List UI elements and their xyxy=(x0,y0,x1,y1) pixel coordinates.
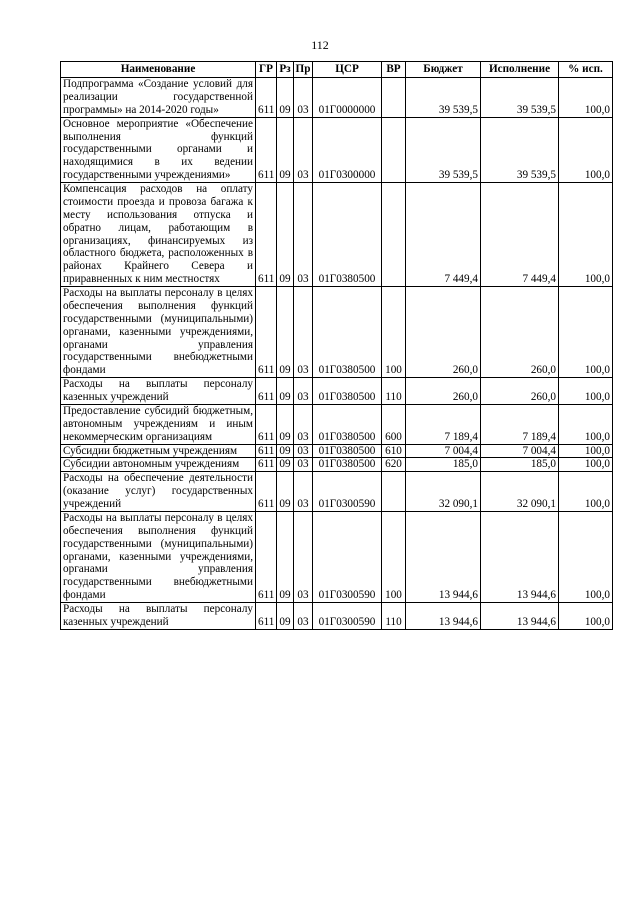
row-gr: 611 xyxy=(256,78,277,118)
row-name: Подпрограмма «Создание условий для реализации государственной программы» на 2014-2020 годы» xyxy=(61,78,256,118)
row-vr: 100 xyxy=(382,511,406,602)
row-execution: 260,0 xyxy=(481,378,559,405)
header-execution: Исполнение xyxy=(481,62,559,78)
row-percent: 100,0 xyxy=(559,458,613,472)
header-rz: Рз xyxy=(277,62,294,78)
row-pr: 03 xyxy=(294,511,313,602)
row-csr: 01Г0380500 xyxy=(313,378,382,405)
row-gr: 611 xyxy=(256,472,277,512)
row-percent: 100,0 xyxy=(559,378,613,405)
row-percent: 100,0 xyxy=(559,603,613,630)
header-pr: Пр xyxy=(294,62,313,78)
row-execution: 185,0 xyxy=(481,458,559,472)
row-execution: 7 449,4 xyxy=(481,183,559,287)
row-budget: 7 189,4 xyxy=(406,404,481,444)
row-csr: 01Г0300590 xyxy=(313,472,382,512)
row-rz: 09 xyxy=(277,472,294,512)
row-vr: 100 xyxy=(382,287,406,378)
row-vr xyxy=(382,78,406,118)
row-pr: 03 xyxy=(294,287,313,378)
row-name: Расходы на выплаты персоналу в целях обеспечения выполнения функций государственными (муниципальными) органами, казенными учреждениями, органами управления государственными внебюджетными фондами xyxy=(61,287,256,378)
row-name: Предоставление субсидий бюджетным, автономным учреждениям и иным некоммерческим организациям xyxy=(61,404,256,444)
row-name: Основное мероприятие «Обеспечение выполнения функций государственными органами и находящимися в их ведении государственными учреждениями» xyxy=(61,117,256,182)
row-rz: 09 xyxy=(277,78,294,118)
row-rz: 09 xyxy=(277,603,294,630)
row-budget: 185,0 xyxy=(406,458,481,472)
row-pr: 03 xyxy=(294,444,313,458)
row-budget: 13 944,6 xyxy=(406,511,481,602)
table-row xyxy=(61,117,613,182)
row-execution: 7 189,4 xyxy=(481,404,559,444)
row-pr: 03 xyxy=(294,378,313,405)
row-pr: 03 xyxy=(294,404,313,444)
row-percent: 100,0 xyxy=(559,511,613,602)
row-csr: 01Г0380500 xyxy=(313,287,382,378)
row-vr: 110 xyxy=(382,603,406,630)
row-gr: 611 xyxy=(256,378,277,405)
row-budget: 13 944,6 xyxy=(406,603,481,630)
row-name: Субсидии автономным учреждениям xyxy=(61,458,256,472)
table-row xyxy=(61,444,613,458)
row-execution: 39 539,5 xyxy=(481,117,559,182)
row-execution: 13 944,6 xyxy=(481,511,559,602)
row-rz: 09 xyxy=(277,287,294,378)
header-csr: ЦСР xyxy=(313,62,382,78)
row-csr: 01Г0380500 xyxy=(313,404,382,444)
row-gr: 611 xyxy=(256,404,277,444)
row-rz: 09 xyxy=(277,117,294,182)
row-rz: 09 xyxy=(277,444,294,458)
row-budget: 7 004,4 xyxy=(406,444,481,458)
row-pr: 03 xyxy=(294,117,313,182)
row-budget: 39 539,5 xyxy=(406,117,481,182)
row-gr: 611 xyxy=(256,511,277,602)
row-vr xyxy=(382,472,406,512)
row-percent: 100,0 xyxy=(559,78,613,118)
row-name: Расходы на выплаты персоналу в целях обеспечения выполнения функций государственными (муниципальными) органами, казенными учреждениями, органами управления государственными внебюджетными фондами xyxy=(61,511,256,602)
row-gr: 611 xyxy=(256,603,277,630)
row-percent: 100,0 xyxy=(559,183,613,287)
row-gr: 611 xyxy=(256,287,277,378)
row-vr xyxy=(382,117,406,182)
header-name: Наименование xyxy=(61,62,256,78)
table-row xyxy=(61,287,613,378)
row-rz: 09 xyxy=(277,378,294,405)
table-row xyxy=(61,183,613,287)
row-name: Расходы на обеспечение деятельности (оказание услуг) государственных учреждений xyxy=(61,472,256,512)
row-name: Расходы на выплаты персоналу казенных учреждений xyxy=(61,603,256,630)
row-csr: 01Г0300000 xyxy=(313,117,382,182)
header-vr: ВР xyxy=(382,62,406,78)
row-execution: 260,0 xyxy=(481,287,559,378)
page-number: 112 xyxy=(311,38,329,52)
row-gr: 611 xyxy=(256,458,277,472)
row-csr: 01Г0380500 xyxy=(313,444,382,458)
row-execution: 39 539,5 xyxy=(481,78,559,118)
row-vr xyxy=(382,183,406,287)
header-budget: Бюджет xyxy=(406,62,481,78)
header-gr: ГР xyxy=(256,62,277,78)
row-csr: 01Г0380500 xyxy=(313,458,382,472)
row-vr: 610 xyxy=(382,444,406,458)
row-vr: 600 xyxy=(382,404,406,444)
row-percent: 100,0 xyxy=(559,404,613,444)
table-row xyxy=(61,404,613,444)
row-csr: 01Г0380500 xyxy=(313,183,382,287)
table-row xyxy=(61,472,613,512)
row-budget: 7 449,4 xyxy=(406,183,481,287)
row-budget: 260,0 xyxy=(406,378,481,405)
row-csr: 01Г0300590 xyxy=(313,511,382,602)
row-budget: 260,0 xyxy=(406,287,481,378)
row-pr: 03 xyxy=(294,183,313,287)
row-csr: 01Г0000000 xyxy=(313,78,382,118)
row-execution: 32 090,1 xyxy=(481,472,559,512)
row-gr: 611 xyxy=(256,183,277,287)
row-budget: 39 539,5 xyxy=(406,78,481,118)
row-name: Субсидии бюджетным учреждениям xyxy=(61,444,256,458)
row-csr: 01Г0300590 xyxy=(313,603,382,630)
row-budget: 32 090,1 xyxy=(406,472,481,512)
row-rz: 09 xyxy=(277,404,294,444)
row-rz: 09 xyxy=(277,511,294,602)
row-percent: 100,0 xyxy=(559,287,613,378)
row-pr: 03 xyxy=(294,458,313,472)
row-execution: 13 944,6 xyxy=(481,603,559,630)
row-vr: 620 xyxy=(382,458,406,472)
row-gr: 611 xyxy=(256,444,277,458)
row-rz: 09 xyxy=(277,458,294,472)
row-percent: 100,0 xyxy=(559,117,613,182)
row-pr: 03 xyxy=(294,78,313,118)
row-percent: 100,0 xyxy=(559,472,613,512)
row-name: Компенсация расходов на оплату стоимости проезда и провоза багажа к месту использования отпуска и обратно лицам, работающим в организациях, финансируемых из областного бюджета, расположенных в районах Крайнего Севера и приравненных к ним местностях xyxy=(61,183,256,287)
header-row xyxy=(61,62,613,78)
row-pr: 03 xyxy=(294,472,313,512)
table-row xyxy=(61,458,613,472)
table-row xyxy=(61,603,613,630)
budget-table xyxy=(60,61,613,630)
row-pr: 03 xyxy=(294,603,313,630)
row-execution: 7 004,4 xyxy=(481,444,559,458)
table-row xyxy=(61,378,613,405)
row-rz: 09 xyxy=(277,183,294,287)
table-row xyxy=(61,78,613,118)
row-percent: 100,0 xyxy=(559,444,613,458)
header-percent: % исп. xyxy=(559,62,613,78)
table-row xyxy=(61,511,613,602)
row-name: Расходы на выплаты персоналу казенных учреждений xyxy=(61,378,256,405)
row-vr: 110 xyxy=(382,378,406,405)
row-gr: 611 xyxy=(256,117,277,182)
